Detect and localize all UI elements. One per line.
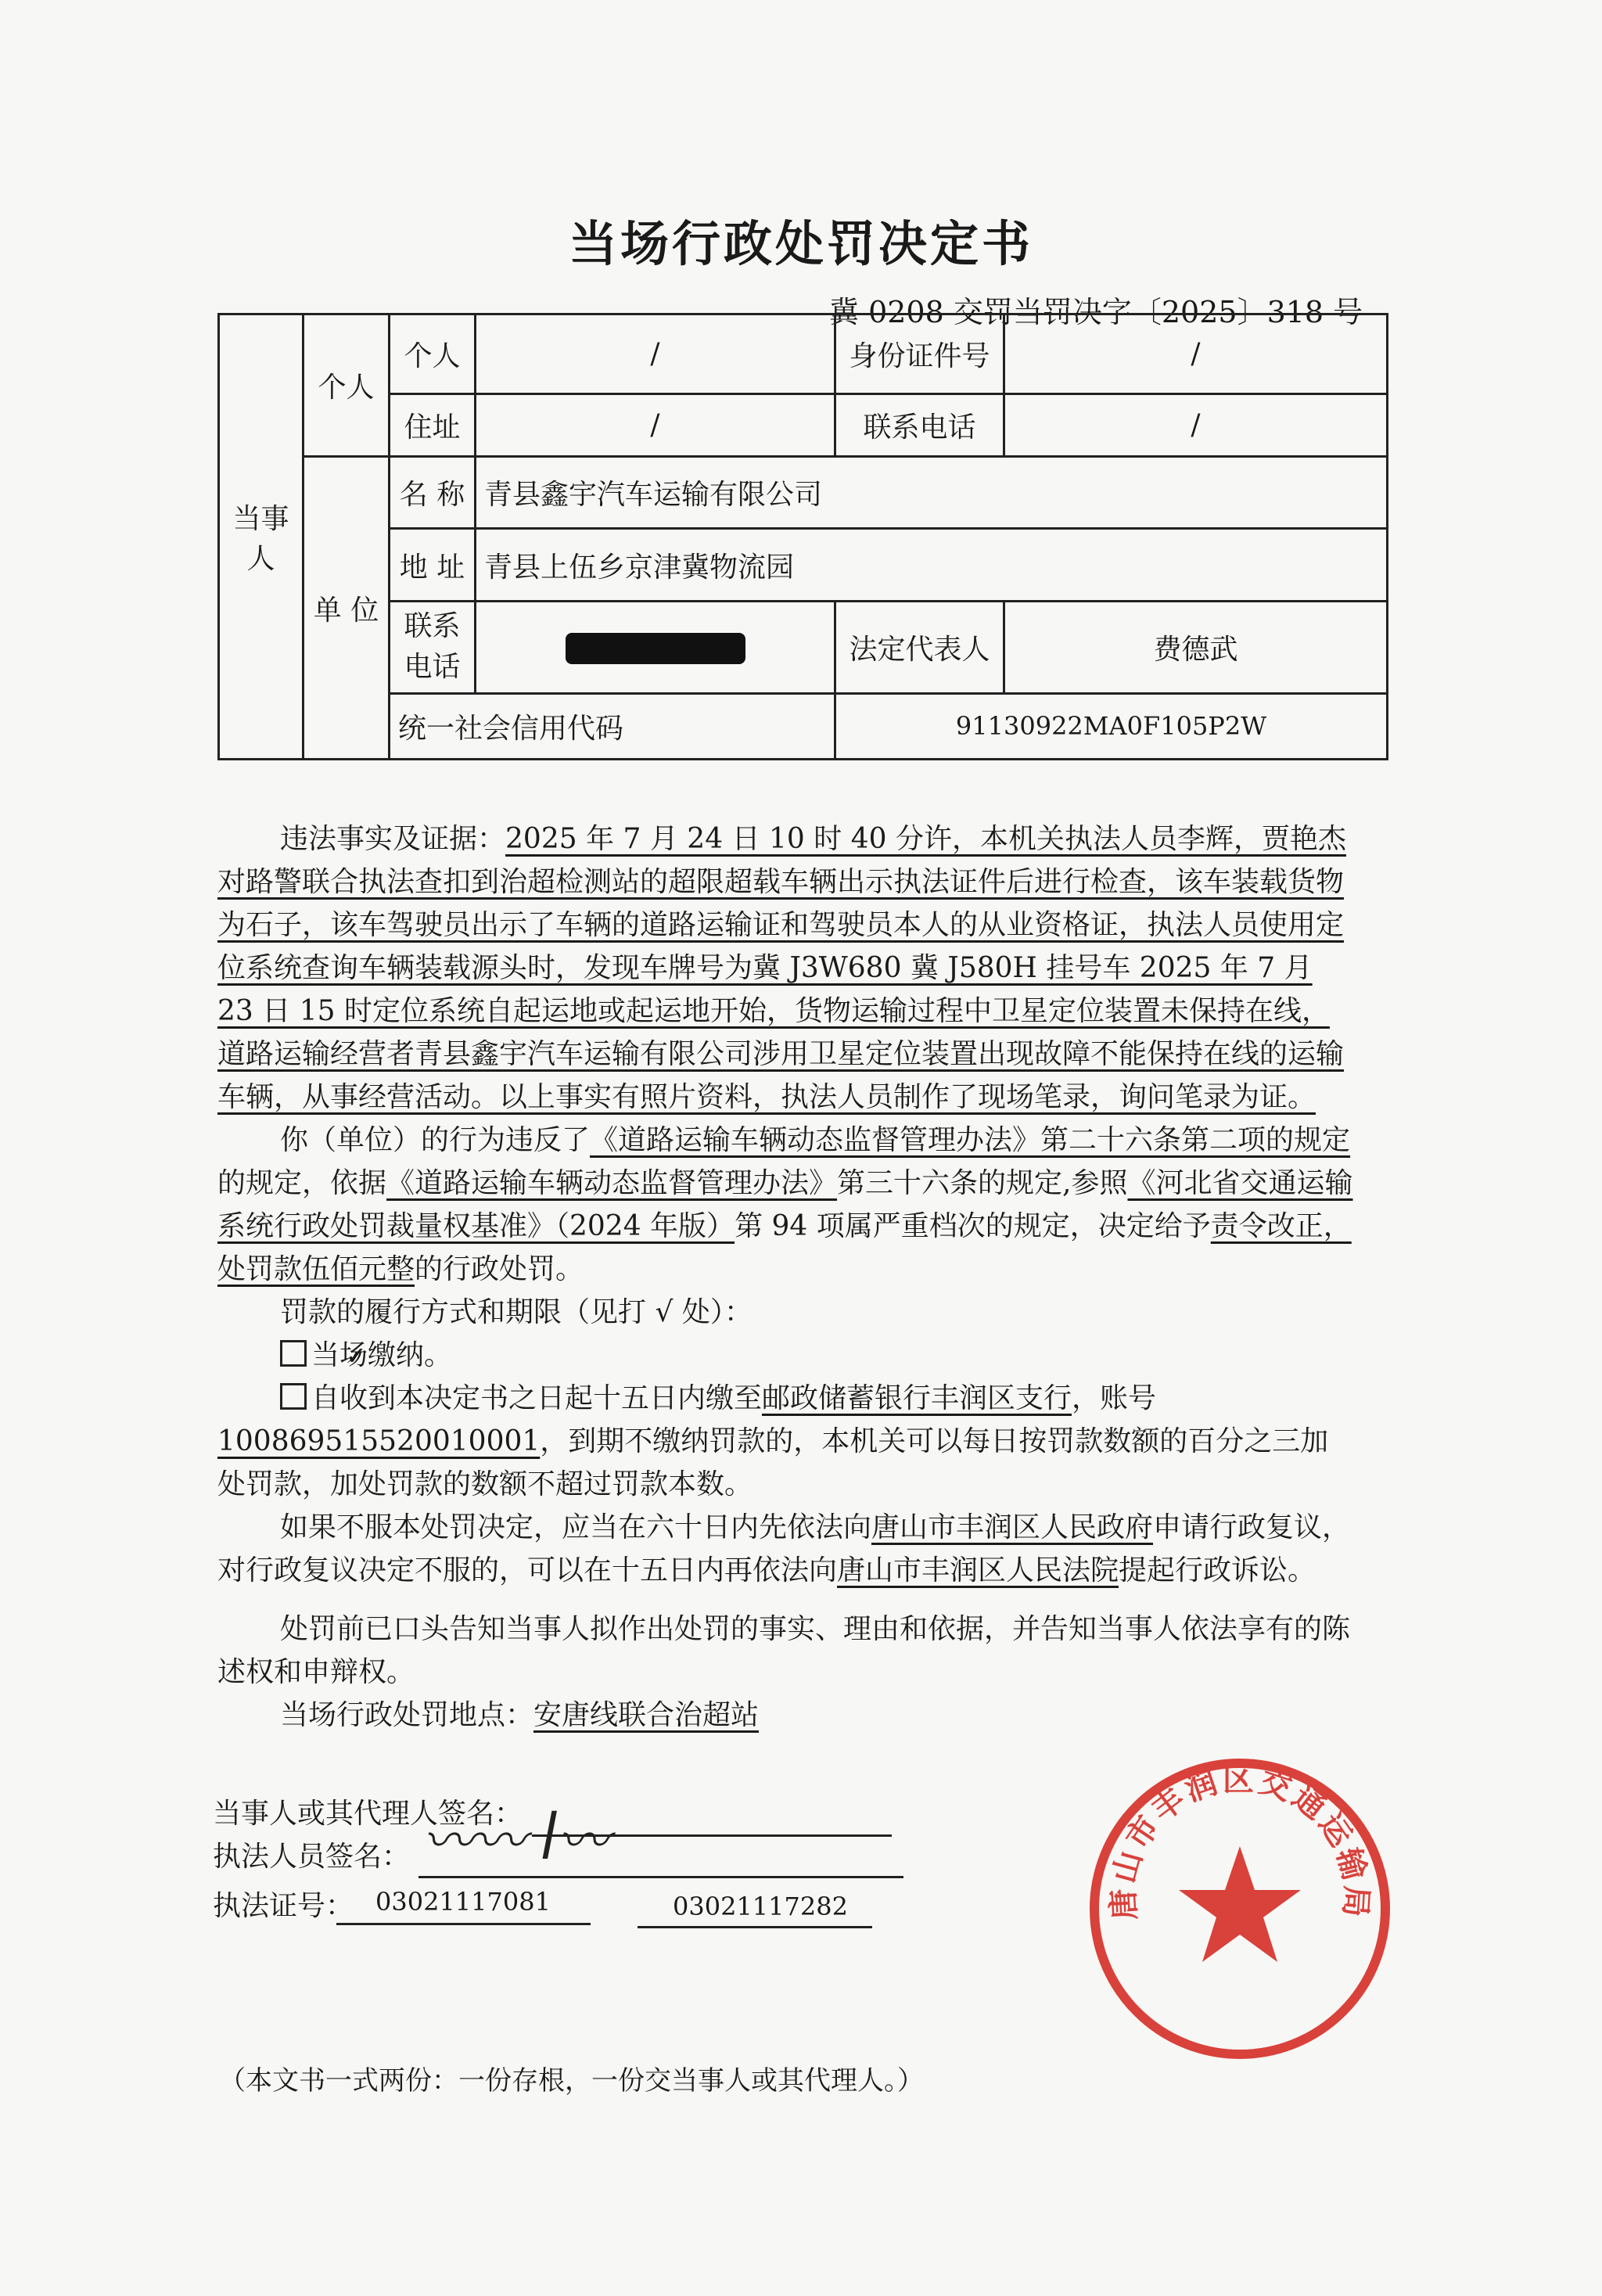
location-line — [217, 1694, 1356, 1737]
checked-box-icon[interactable] — [280, 1340, 307, 1367]
footer-note: （本文书一式两份：一份存根，一份交当事人或其代理人。） — [219, 2065, 924, 2097]
credit-code-value: 91130922MA0F105P2W — [835, 693, 1388, 759]
unit-name-value: 青县鑫宇汽车运输有限公司 — [476, 457, 1388, 529]
notice-paragraph: 处罚前已口头告知当事人拟作出处罚的事实、理由和依据，并告知当事人依法享有的陈述权和申辩权。 — [217, 1613, 1351, 1688]
legal-rep-label: 法定代表人 — [835, 601, 1004, 693]
cert-line-2 — [638, 1926, 872, 1928]
cert-number-2: 03021117282 — [673, 1892, 848, 1921]
credit-code-label: 统一社会信用代码 — [390, 693, 835, 759]
facts-text: 2025 年 7 月 24 日 10 时 40 分许，本机关执法人员李辉，贾艳杰对路警联合执法查扣到治超检测站的超限超载车辆出示执法证件后进行检查，该车装载货物为石子，该车驾驶员出示了车辆的道路运输证和驾驶员本人的从业资格证，执法人员使用定位系统查询车辆装载源头时，发现车牌号为冀 J3W680 冀 J580H 挂号车 2025 年 7 月 23 日 15 时定位系统自起运地或起运地开始，货物运输过程中卫星定位装置未保持在线，道路运输经营者青县鑫宇汽车运输有限公司涉用卫星定位装置出现故障不能保持在线的运输车辆，从事经营活动。以上事实有照片资料，执法人员制作了现场笔录，询问笔录为证。 — [217, 823, 1346, 1113]
unit-address-label: 地 址 — [390, 529, 476, 601]
official-seal-icon — [1083, 1752, 1396, 2065]
facts-lead: 违法事实及证据： — [280, 823, 506, 855]
individual-address-label: 住址 — [390, 394, 476, 457]
id-number-value: / — [1004, 314, 1388, 394]
payment-option-bank-text-3: ，到期不缴纳罚款的，本机关可以每日按罚款数额的百分之三加处罚款，加处罚款的数额不超过罚款本数。 — [217, 1425, 1329, 1500]
appeal-text-1: 如果不服本处罚决定，应当在六十日内先依法向 — [280, 1511, 872, 1543]
id-number-label: 身份证件号 — [835, 314, 1004, 394]
unchecked-box-icon[interactable] — [280, 1383, 307, 1410]
officer-signature-line[interactable] — [418, 1876, 903, 1878]
violation-paragraph — [217, 1119, 1356, 1291]
payment-option-onsite — [217, 1334, 1356, 1377]
facts-section — [217, 817, 1356, 1737]
unit-address-value: 青县上伍乡京津冀物流园 — [476, 529, 1388, 601]
party-group-label: 当事人 — [219, 314, 304, 760]
reference-standard: 《河北省交通运输系统行政处罚裁量权基准》（2024 年版） — [217, 1167, 1353, 1242]
payment-option-bank-text-2: ，账号 — [1072, 1382, 1157, 1414]
party-info-table — [217, 313, 1388, 760]
payment-option-bank — [217, 1377, 1356, 1506]
violated-regulation: 《道路运输车辆动态监督管理办法》第二十六条第二项的规定 — [590, 1124, 1351, 1156]
violation-text-3: 第三十六条的规定,参照 — [837, 1167, 1128, 1199]
violation-text-1: 你（单位）的行为违反了 — [280, 1124, 591, 1156]
individual-name-label: 个人 — [390, 314, 476, 394]
cert-number-1: 03021117081 — [375, 1887, 551, 1917]
basis-regulation: 《道路运输车辆动态监督管理办法》 — [386, 1167, 838, 1199]
violation-text-2: 的规定，依据 — [217, 1167, 387, 1199]
review-authority: 唐山市丰润区人民政府 — [871, 1511, 1154, 1543]
bank-account: 100869515520010001 — [217, 1425, 541, 1457]
court-name: 唐山市丰润区人民法院 — [837, 1554, 1119, 1586]
appeal-text-2: 申请行政复议，对行政复议决定不服的，可以在十五日内再依法向 — [217, 1511, 1351, 1586]
seal-text: 唐山市丰润区交通运输局 — [1105, 1762, 1375, 1921]
payment-heading: 罚款的履行方式和期限（见打 √ 处）： — [280, 1296, 753, 1328]
facts-paragraph — [217, 817, 1356, 1119]
officer-signature-handwriting: 〰〰 ꟾ〰 — [422, 1811, 609, 1871]
redacted-phone — [566, 633, 745, 664]
bank-name: 邮政储蓄银行丰润区支行 — [762, 1382, 1072, 1414]
officer-signature-label: 执法人员签名： — [213, 1841, 411, 1873]
unit-label: 单 位 — [304, 457, 390, 760]
document-number: 冀 0208 交罚当罚决字〔2025〕318 号 — [829, 295, 1363, 329]
appeal-paragraph — [217, 1506, 1356, 1592]
individual-phone-value: / — [1004, 394, 1388, 457]
violation-text-5: 的行政处罚。 — [415, 1253, 584, 1285]
penalty-decision: 责令改正，处罚款伍佰元整 — [217, 1210, 1352, 1285]
unit-phone-label: 联系电话 — [390, 601, 476, 693]
individual-phone-label: 联系电话 — [835, 394, 1004, 457]
legal-rep-value: 费德武 — [1004, 601, 1388, 693]
cert-line-1 — [336, 1923, 591, 1925]
location-value: 安唐线联合治超站 — [533, 1699, 760, 1731]
payment-option-bank-text-1: 自收到本决定书之日起十五日内缴至 — [311, 1382, 763, 1414]
payment-option-onsite-label: 当场缴纳。 — [311, 1339, 453, 1371]
location-label: 当场行政处罚地点： — [280, 1699, 534, 1731]
individual-address-value: / — [476, 394, 835, 457]
individual-name-value: / — [476, 314, 835, 394]
seal-star-icon — [1179, 1846, 1301, 1962]
appeal-text-3: 提起行政诉讼。 — [1119, 1554, 1316, 1586]
unit-name-label: 名 称 — [390, 457, 476, 529]
document-title: 当场行政处罚决定书 — [568, 215, 1033, 272]
cert-number-label: 执法证号： — [213, 1890, 354, 1922]
violation-text-4: 第 94 项属严重档次的规定，决定给予 — [735, 1210, 1211, 1242]
unit-phone-value — [476, 601, 835, 693]
individual-label: 个人 — [304, 314, 390, 457]
party-signature-label: 当事人或其代理人签名： — [213, 1798, 523, 1830]
